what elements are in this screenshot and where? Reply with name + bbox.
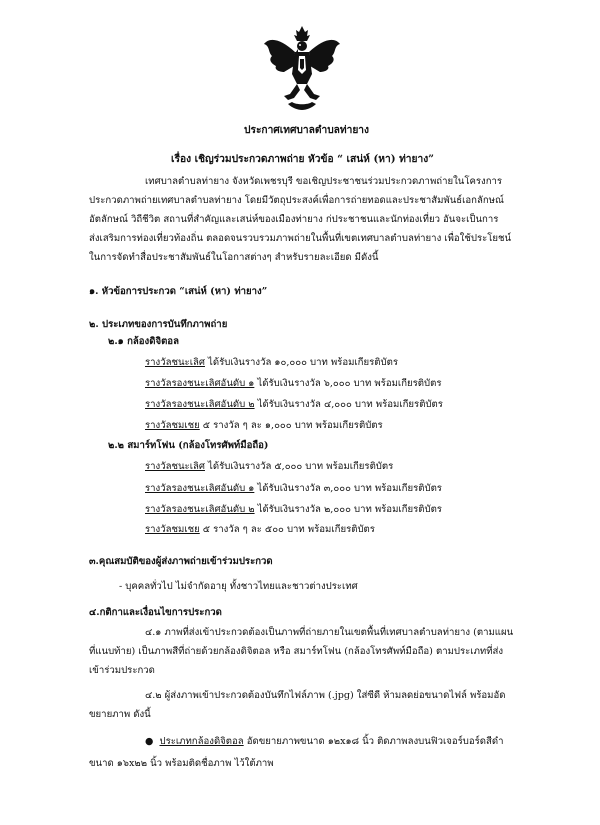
prize-name: รางวัลชนะเลิศ [145, 461, 205, 472]
camera-prize-row [145, 378, 442, 390]
section-2-heading: ๒. ประเภทของการบันทึกภาพถ่าย [89, 319, 228, 330]
bullet-dot-icon: ● [145, 736, 154, 747]
phone-category-heading: ๒.๒ สมาร์ทโฟน (กล้องโทรศัพท์มือถือ) [108, 440, 269, 451]
intro-line: อัตลักษณ์ วิถีชีวิต สถานที่สำคัญและเสน่ห์ของเมืองท่ายาง ก่ประชาชนและนักท่องเที่ยว อันจะเป็นการ [89, 214, 499, 225]
subject-line: เรื่อง เชิญร่วมประกวดภาพถ่าย หัวข้อ “ เสน่ห์ (หา) ท่ายาง” [171, 153, 435, 165]
prize-name: รางวัลรองชนะเลิศอันดับ ๒ [145, 399, 255, 410]
phone-prize-row [145, 504, 442, 516]
prize-detail: ได้รับเงินรางวัล ๖,๐๐๐ บาท พร้อมเกียรติบัตร [254, 378, 442, 389]
bullet-text: อัดขยายภาพขนาด ๑๒x๑๘ นิ้ว ติดภาพลงบนฟิวเจอร์บอร์ดสีดำ [243, 736, 504, 747]
rule-line: ที่แนบท้าย) เป็นภาพสีที่ถ่ายด้วยกล้องดิจิตอล หรือ สมาร์ทโฟน (กล้องโทรศัพท์มือถือ) ตามประเภทที่ส่ง [89, 646, 504, 657]
phone-prize-row [145, 524, 375, 536]
camera-prize-row [145, 399, 443, 411]
intro-line: ส่งเสริมการท่องเที่ยวท้องถิ่น ตลอดจนรวบรวมภาพถ่ายในพื้นที่เขตเทศบาลตำบลท่ายาง เพื่อใช้ประโยชน์ [89, 233, 512, 244]
garuda-emblem-icon [262, 22, 342, 114]
rule-line: ๔.๑ ภาพที่ส่งเข้าประกวดต้องเป็นภาพที่ถ่ายภายในเขตพื้นที่เทศบาลตำบลท่ายาง (ตามแผน [145, 627, 514, 638]
prize-detail: ได้รับเงินรางวัล ๑๐,๐๐๐ บาท พร้อมเกียรติบัตร [204, 357, 398, 368]
camera-prize-row [145, 357, 398, 369]
bullet-label: ประเภทกล้องดิจิตอล [159, 736, 244, 747]
prize-detail: ได้รับเงินรางวัล ๒,๐๐๐ บาท พร้อมเกียรติบัตร [254, 504, 442, 515]
intro-line: ประกวดภาพถ่ายเทศบาลตำบลท่ายาง โดยมีวัตถุประสงค์เพื่อการถ่ายทอดและประชาสัมพันธ์เอกลักษณ์ [89, 195, 504, 206]
prize-name: รางวัลรองชนะเลิศอันดับ ๑ [145, 483, 255, 494]
phone-prize-row [145, 483, 442, 495]
section-1-heading: ๑. หัวข้อการประกวด “เสน่ห์ (หา) ท่ายาง” [89, 286, 268, 297]
prize-detail: ๕ รางวัล ๆ ละ ๕๐๐ บาท พร้อมเกียรติบัตร [199, 524, 375, 535]
eligibility-item: - บุคคลทั่วไป ไม่จำกัดอายุ ทั้งชาวไทยและชาวต่างประเทศ [119, 581, 358, 592]
prize-detail: ได้รับเงินรางวัล ๕,๐๐๐ บาท พร้อมเกียรติบัตร [204, 461, 394, 472]
camera-prize-row [145, 420, 383, 432]
camera-category-heading: ๒.๑ กล้องดิจิตอล [108, 336, 179, 347]
bullet-item [145, 736, 504, 748]
intro-line: ในการจัดทำสื่อประชาสัมพันธ์ในโอกาสต่างๆ สำหรับรายละเอียด มีดังนี้ [89, 252, 379, 263]
prize-name: รางวัลรองชนะเลิศอันดับ ๑ [145, 378, 255, 389]
prize-name: รางวัลชนะเลิศ [145, 357, 205, 368]
prize-detail: ได้รับเงินรางวัล ๓,๐๐๐ บาท พร้อมเกียรติบัตร [254, 483, 442, 494]
rule-line: ขยายภาพ ดังนี้ [89, 709, 151, 720]
prize-detail: ได้รับเงินรางวัล ๔,๐๐๐ บาท พร้อมเกียรติบัตร [254, 399, 443, 410]
prize-name: รางวัลชมเชย [145, 420, 200, 431]
prize-name: รางวัลชมเชย [145, 524, 200, 535]
rule-line: เข้าร่วมประกวด [89, 665, 155, 676]
section-4-heading: ๔.กติกาและเงื่อนไขการประกวด [89, 607, 222, 618]
rule-line: ๔.๒ ผู้ส่งภาพเข้าประกวดต้องบันทึกไฟล์ภาพ (.jpg) ใส่ซีดี ห้ามลดย่อขนาดไฟล์ พร้อมอัด [145, 690, 506, 701]
page-title: ประกาศเทศบาลตำบลท่ายาง [244, 124, 370, 136]
phone-prize-row [145, 461, 393, 473]
bullet-continuation: ขนาด ๑๖x๒๒ นิ้ว พร้อมติดชื่อภาพ ไว้ใต้ภาพ [89, 758, 274, 769]
prize-detail: ๕ รางวัล ๆ ละ ๑,๐๐๐ บาท พร้อมเกียรติบัตร [199, 420, 383, 431]
intro-line: เทศบาลตำบลท่ายาง จังหวัดเพชรบุรี ขอเชิญประชาชนร่วมประกวดภาพถ่ายในโครงการ [145, 176, 503, 187]
section-3-heading: ๓.คุณสมบัติของผู้ส่งภาพถ่ายเข้าร่วมประกวด [89, 556, 273, 567]
prize-name: รางวัลรองชนะเลิศอันดับ ๒ [145, 504, 255, 515]
